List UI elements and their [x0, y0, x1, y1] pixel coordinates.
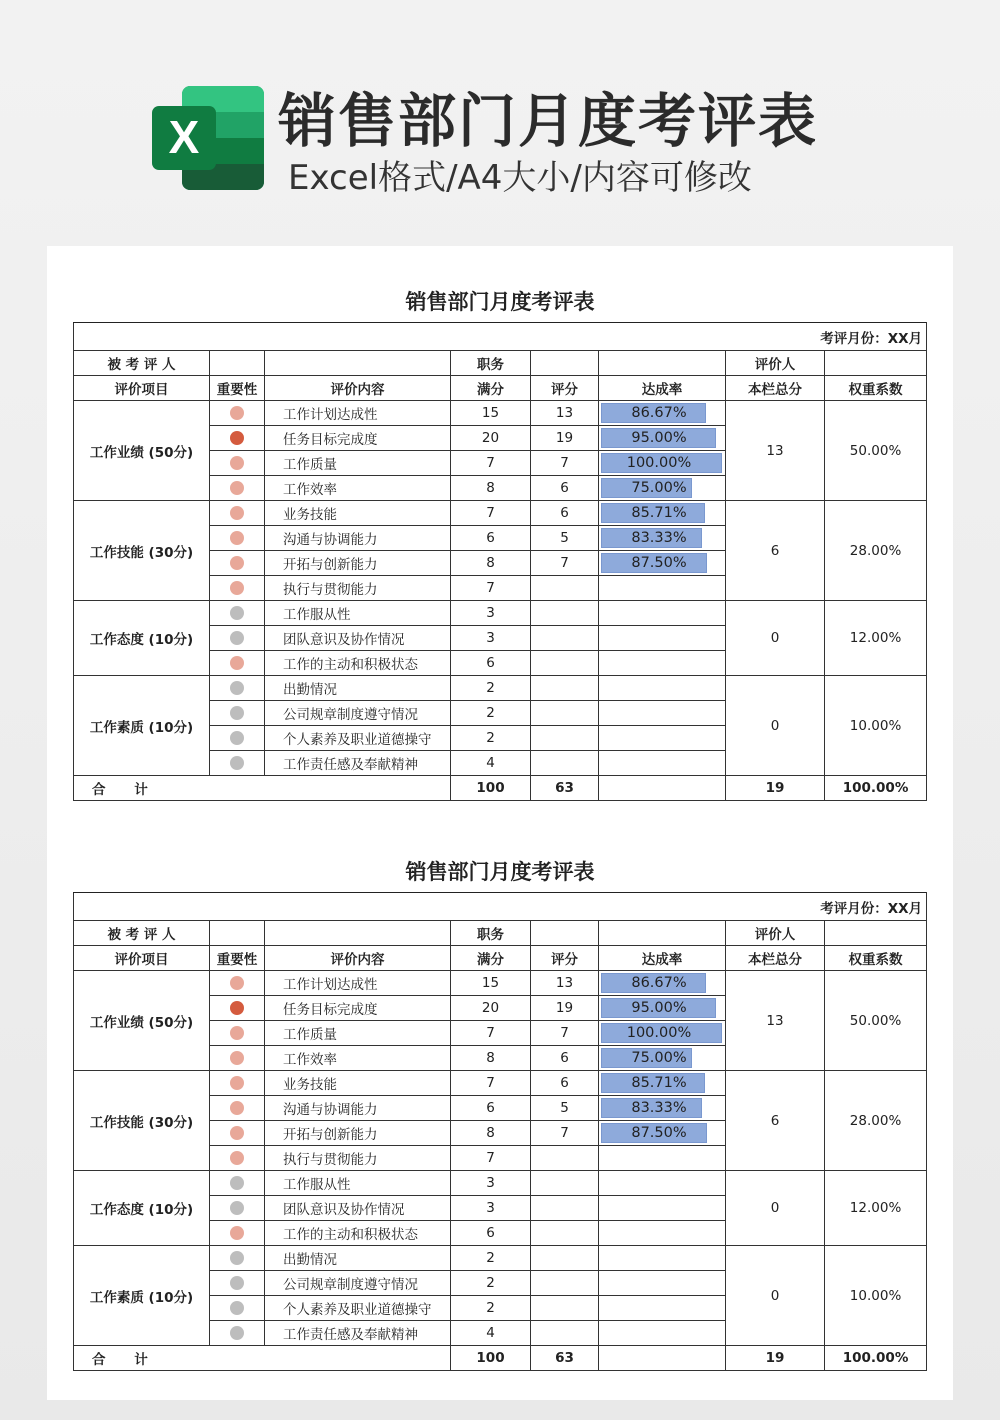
weight-cell: 10.00% [825, 1246, 927, 1346]
rate-value: 85.71% [631, 505, 687, 521]
content-cell: 沟通与协调能力 [265, 1096, 451, 1121]
total-column-total: 19 [726, 776, 825, 801]
rate-cell [599, 971, 726, 996]
importance-dot-icon [230, 1201, 244, 1215]
importance-dot-icon [230, 1251, 244, 1265]
importance-cell [210, 526, 265, 551]
score-cell[interactable]: 6 [531, 501, 599, 526]
full-score-cell[interactable]: 7 [451, 1146, 531, 1171]
content-cell: 执行与贯彻能力 [265, 576, 451, 601]
content-cell: 执行与贯彻能力 [265, 1146, 451, 1171]
score-cell[interactable] [531, 1246, 599, 1271]
weight-cell: 50.00% [825, 971, 927, 1071]
importance-cell [210, 1171, 265, 1196]
score-cell[interactable] [531, 751, 599, 776]
importance-cell [210, 626, 265, 651]
score-cell[interactable] [531, 1171, 599, 1196]
header-rate: 达成率 [599, 376, 726, 401]
position-label: 职务 [451, 351, 531, 376]
importance-dot-icon [230, 1301, 244, 1315]
rate-cell [599, 526, 726, 551]
importance-dot-icon [230, 531, 244, 545]
rate-cell [599, 401, 726, 426]
table-row [74, 1246, 927, 1271]
score-cell[interactable]: 5 [531, 526, 599, 551]
score-cell[interactable] [531, 1196, 599, 1221]
content-cell: 业务技能 [265, 501, 451, 526]
banner-title: 销售部门月度考评表 [278, 87, 819, 155]
importance-cell [210, 651, 265, 676]
column-total-cell: 13 [726, 971, 825, 1071]
rate-cell [599, 676, 726, 701]
importance-cell [210, 476, 265, 501]
category-label: 工作态度 (10分) [74, 601, 210, 676]
importance-dot-icon [230, 1276, 244, 1290]
rate-cell [599, 1071, 726, 1096]
importance-cell [210, 1146, 265, 1171]
score-cell[interactable]: 6 [531, 476, 599, 501]
score-cell[interactable]: 19 [531, 426, 599, 451]
position-value[interactable] [531, 921, 599, 946]
category-label: 工作素质 (10分) [74, 1246, 210, 1346]
importance-dot-icon [230, 681, 244, 695]
importance-cell [210, 1246, 265, 1271]
column-total-cell: 0 [726, 1246, 825, 1346]
table-row [74, 676, 927, 701]
importance-dot-icon [230, 656, 244, 670]
importance-cell [210, 451, 265, 476]
excel-logo-icon [152, 86, 264, 190]
full-score-cell[interactable]: 8 [451, 1121, 531, 1146]
rate-cell [599, 751, 726, 776]
importance-cell [210, 551, 265, 576]
importance-dot-icon [230, 1226, 244, 1240]
content-cell: 工作计划达成性 [265, 401, 451, 426]
full-score-cell[interactable]: 8 [451, 551, 531, 576]
importance-dot-icon [230, 431, 244, 445]
category-label: 工作业绩 (50分) [74, 971, 210, 1071]
full-score-cell[interactable]: 7 [451, 501, 531, 526]
full-score-cell[interactable]: 2 [451, 701, 531, 726]
importance-cell [210, 576, 265, 601]
paper-preview [47, 246, 953, 1400]
importance-dot-icon [230, 1101, 244, 1115]
importance-dot-icon [230, 581, 244, 595]
column-total-cell: 13 [726, 401, 825, 501]
evaluatee-label: 被 考 评 人 [74, 921, 210, 946]
rate-value: 83.33% [631, 1100, 687, 1116]
table-row [74, 501, 927, 526]
content-cell: 工作的主动和积极状态 [265, 651, 451, 676]
full-score-cell[interactable]: 8 [451, 1046, 531, 1071]
rate-cell [599, 1021, 726, 1046]
importance-dot-icon [230, 1126, 244, 1140]
position-value[interactable] [531, 351, 599, 376]
evaluator-value[interactable] [825, 351, 927, 376]
logo-letter: X [168, 111, 200, 163]
importance-dot-icon [230, 606, 244, 620]
evaluatee-value[interactable] [210, 351, 265, 376]
rate-cell [599, 1271, 726, 1296]
evaluation-table [73, 892, 927, 1371]
importance-cell [210, 426, 265, 451]
total-weight: 100.00% [825, 776, 927, 801]
full-score-cell[interactable]: 8 [451, 476, 531, 501]
total-rate [599, 1346, 726, 1371]
table-row [74, 971, 927, 996]
rate-cell [599, 1171, 726, 1196]
content-cell: 个人素养及职业道德操守 [265, 1296, 451, 1321]
content-cell: 出勤情况 [265, 676, 451, 701]
total-column-total: 19 [726, 1346, 825, 1371]
importance-cell [210, 751, 265, 776]
score-cell[interactable] [531, 701, 599, 726]
full-score-cell[interactable]: 4 [451, 1321, 531, 1346]
rate-value: 75.00% [631, 480, 687, 496]
category-label: 工作技能 (30分) [74, 501, 210, 601]
importance-cell [210, 1271, 265, 1296]
full-score-cell[interactable]: 3 [451, 1196, 531, 1221]
category-label: 工作态度 (10分) [74, 1171, 210, 1246]
score-cell[interactable]: 13 [531, 401, 599, 426]
importance-cell [210, 1296, 265, 1321]
content-cell: 业务技能 [265, 1071, 451, 1096]
importance-dot-icon [230, 456, 244, 470]
full-score-cell[interactable]: 7 [451, 1071, 531, 1096]
banner-subtitle: Excel格式/A4大小/内容可修改 [288, 158, 752, 198]
rate-cell [599, 576, 726, 601]
total-row [74, 1346, 927, 1371]
importance-dot-icon [230, 756, 244, 770]
full-score-cell[interactable]: 3 [451, 601, 531, 626]
importance-cell [210, 701, 265, 726]
full-score-cell[interactable]: 2 [451, 726, 531, 751]
table-row [74, 401, 927, 426]
content-cell: 公司规章制度遵守情况 [265, 1271, 451, 1296]
rate-cell [599, 1321, 726, 1346]
score-cell[interactable] [531, 726, 599, 751]
rate-cell [599, 551, 726, 576]
column-total-cell: 6 [726, 501, 825, 601]
total-label: 合 计 [74, 776, 451, 801]
total-rate [599, 776, 726, 801]
month-label: 考评月份：XX月 [74, 893, 927, 921]
importance-cell [210, 601, 265, 626]
importance-dot-icon [230, 706, 244, 720]
evaluator-value[interactable] [825, 921, 927, 946]
total-score: 63 [531, 1346, 599, 1371]
rate-cell [599, 1246, 726, 1271]
content-cell: 工作计划达成性 [265, 971, 451, 996]
score-cell[interactable] [531, 626, 599, 651]
score-cell[interactable]: 7 [531, 551, 599, 576]
evaluatee-name[interactable] [265, 921, 451, 946]
score-cell[interactable]: 19 [531, 996, 599, 1021]
importance-cell [210, 401, 265, 426]
full-score-cell[interactable]: 6 [451, 1096, 531, 1121]
full-score-cell[interactable]: 2 [451, 1246, 531, 1271]
content-cell: 任务目标完成度 [265, 426, 451, 451]
rate-value: 95.00% [631, 430, 687, 446]
importance-cell [210, 996, 265, 1021]
table-row [74, 1071, 927, 1096]
rate-value: 86.67% [631, 405, 687, 421]
total-row [74, 776, 927, 801]
score-cell[interactable]: 6 [531, 1046, 599, 1071]
importance-dot-icon [230, 506, 244, 520]
rate-value: 75.00% [631, 1050, 687, 1066]
weight-cell: 10.00% [825, 676, 927, 776]
evaluation-table [73, 322, 927, 801]
content-cell: 工作服从性 [265, 601, 451, 626]
rate-cell [599, 1296, 726, 1321]
rate-value: 87.50% [631, 1125, 687, 1141]
header-rate: 达成率 [599, 946, 726, 971]
column-total-cell: 0 [726, 676, 825, 776]
rate-cell [599, 726, 726, 751]
sheet-title: 销售部门月度考评表 [405, 860, 595, 884]
header-importance: 重要性 [210, 946, 265, 971]
full-score-cell[interactable]: 7 [451, 451, 531, 476]
column-total-cell: 0 [726, 601, 825, 676]
importance-cell [210, 1196, 265, 1221]
rate-cell [599, 1096, 726, 1121]
rate-cell [599, 996, 726, 1021]
full-score-cell[interactable]: 15 [451, 971, 531, 996]
column-total-cell: 0 [726, 1171, 825, 1246]
rate-cell [599, 601, 726, 626]
rate-cell [599, 626, 726, 651]
total-full: 100 [451, 1346, 531, 1371]
importance-cell [210, 1096, 265, 1121]
weight-cell: 12.00% [825, 601, 927, 676]
score-cell[interactable]: 7 [531, 1121, 599, 1146]
importance-cell [210, 971, 265, 996]
content-cell: 工作质量 [265, 451, 451, 476]
full-score-cell[interactable]: 6 [451, 1221, 531, 1246]
rate-cell [599, 476, 726, 501]
score-cell[interactable]: 7 [531, 451, 599, 476]
position-value-extra[interactable] [599, 921, 726, 946]
total-full: 100 [451, 776, 531, 801]
header-score: 评分 [531, 376, 599, 401]
full-score-cell[interactable]: 20 [451, 996, 531, 1021]
rate-value: 86.67% [631, 975, 687, 991]
banner [0, 0, 1000, 240]
score-cell[interactable]: 6 [531, 1071, 599, 1096]
score-cell[interactable]: 5 [531, 1096, 599, 1121]
rate-value: 87.50% [631, 555, 687, 571]
importance-dot-icon [230, 481, 244, 495]
content-cell: 任务目标完成度 [265, 996, 451, 1021]
importance-dot-icon [230, 1151, 244, 1165]
importance-dot-icon [230, 1051, 244, 1065]
table-row [74, 1171, 927, 1196]
header-weight: 权重系数 [825, 946, 927, 971]
header-weight: 权重系数 [825, 376, 927, 401]
rate-cell [599, 1046, 726, 1071]
content-cell: 公司规章制度遵守情况 [265, 701, 451, 726]
content-cell: 工作责任感及奉献精神 [265, 751, 451, 776]
evaluator-label: 评价人 [726, 921, 825, 946]
importance-dot-icon [230, 631, 244, 645]
rate-cell [599, 651, 726, 676]
full-score-cell[interactable]: 7 [451, 1021, 531, 1046]
full-score-cell[interactable]: 4 [451, 751, 531, 776]
content-cell: 开拓与创新能力 [265, 551, 451, 576]
score-cell[interactable] [531, 1296, 599, 1321]
weight-cell: 50.00% [825, 401, 927, 501]
importance-cell [210, 1321, 265, 1346]
header-item: 评价项目 [74, 946, 210, 971]
content-cell: 工作责任感及奉献精神 [265, 1321, 451, 1346]
full-score-cell[interactable]: 2 [451, 676, 531, 701]
importance-cell [210, 1046, 265, 1071]
score-cell[interactable] [531, 651, 599, 676]
rate-cell [599, 701, 726, 726]
importance-dot-icon [230, 976, 244, 990]
rate-cell [599, 501, 726, 526]
sheet-title: 销售部门月度考评表 [405, 290, 595, 314]
score-cell[interactable]: 13 [531, 971, 599, 996]
full-score-cell[interactable]: 6 [451, 526, 531, 551]
importance-cell [210, 1221, 265, 1246]
rate-value: 83.33% [631, 530, 687, 546]
category-label: 工作技能 (30分) [74, 1071, 210, 1171]
full-score-cell[interactable]: 3 [451, 626, 531, 651]
full-score-cell[interactable]: 20 [451, 426, 531, 451]
importance-cell [210, 1121, 265, 1146]
position-label: 职务 [451, 921, 531, 946]
content-cell: 工作质量 [265, 1021, 451, 1046]
score-cell[interactable] [531, 676, 599, 701]
score-cell[interactable] [531, 576, 599, 601]
content-cell: 工作效率 [265, 1046, 451, 1071]
importance-cell [210, 1021, 265, 1046]
content-cell: 团队意识及协作情况 [265, 1196, 451, 1221]
importance-cell [210, 676, 265, 701]
header-full: 满分 [451, 946, 531, 971]
rate-value: 95.00% [631, 1000, 687, 1016]
full-score-cell[interactable]: 3 [451, 1171, 531, 1196]
rate-cell [599, 1196, 726, 1221]
position-value-extra[interactable] [599, 351, 726, 376]
rate-cell [599, 1221, 726, 1246]
score-cell[interactable] [531, 1221, 599, 1246]
content-cell: 团队意识及协作情况 [265, 626, 451, 651]
score-cell[interactable]: 7 [531, 1021, 599, 1046]
evaluatee-label: 被 考 评 人 [74, 351, 210, 376]
content-cell: 工作服从性 [265, 1171, 451, 1196]
full-score-cell[interactable]: 7 [451, 576, 531, 601]
importance-dot-icon [230, 1026, 244, 1040]
rate-cell [599, 426, 726, 451]
score-cell[interactable] [531, 1271, 599, 1296]
importance-dot-icon [230, 1076, 244, 1090]
content-cell: 个人素养及职业道德操守 [265, 726, 451, 751]
weight-cell: 12.00% [825, 1171, 927, 1246]
total-label: 合 计 [74, 1346, 451, 1371]
rate-cell [599, 1121, 726, 1146]
score-cell[interactable] [531, 1146, 599, 1171]
rate-value: 100.00% [626, 1025, 692, 1041]
content-cell: 工作的主动和积极状态 [265, 1221, 451, 1246]
header-importance: 重要性 [210, 376, 265, 401]
score-cell[interactable] [531, 1321, 599, 1346]
header-item: 评价项目 [74, 376, 210, 401]
importance-dot-icon [230, 1001, 244, 1015]
importance-dot-icon [230, 406, 244, 420]
full-score-cell[interactable]: 6 [451, 651, 531, 676]
full-score-cell[interactable]: 2 [451, 1271, 531, 1296]
header-content: 评价内容 [265, 946, 451, 971]
header-column-total: 本栏总分 [726, 946, 825, 971]
full-score-cell[interactable]: 15 [451, 401, 531, 426]
content-cell: 开拓与创新能力 [265, 1121, 451, 1146]
rate-cell [599, 451, 726, 476]
importance-cell [210, 501, 265, 526]
rate-value: 100.00% [626, 455, 692, 471]
rate-cell [599, 1146, 726, 1171]
total-weight: 100.00% [825, 1346, 927, 1371]
content-cell: 出勤情况 [265, 1246, 451, 1271]
importance-dot-icon [230, 556, 244, 570]
content-cell: 沟通与协调能力 [265, 526, 451, 551]
evaluator-label: 评价人 [726, 351, 825, 376]
column-total-cell: 6 [726, 1071, 825, 1171]
score-cell[interactable] [531, 601, 599, 626]
weight-cell: 28.00% [825, 501, 927, 601]
evaluatee-value[interactable] [210, 921, 265, 946]
category-label: 工作业绩 (50分) [74, 401, 210, 501]
importance-cell [210, 1071, 265, 1096]
table-row [74, 601, 927, 626]
category-label: 工作素质 (10分) [74, 676, 210, 776]
importance-dot-icon [230, 1326, 244, 1340]
header-score: 评分 [531, 946, 599, 971]
header-column-total: 本栏总分 [726, 376, 825, 401]
month-label: 考评月份：XX月 [74, 323, 927, 351]
importance-dot-icon [230, 1176, 244, 1190]
weight-cell: 28.00% [825, 1071, 927, 1171]
full-score-cell[interactable]: 2 [451, 1296, 531, 1321]
importance-dot-icon [230, 731, 244, 745]
rate-value: 85.71% [631, 1075, 687, 1091]
total-score: 63 [531, 776, 599, 801]
content-cell: 工作效率 [265, 476, 451, 501]
header-content: 评价内容 [265, 376, 451, 401]
header-full: 满分 [451, 376, 531, 401]
evaluatee-name[interactable] [265, 351, 451, 376]
importance-cell [210, 726, 265, 751]
